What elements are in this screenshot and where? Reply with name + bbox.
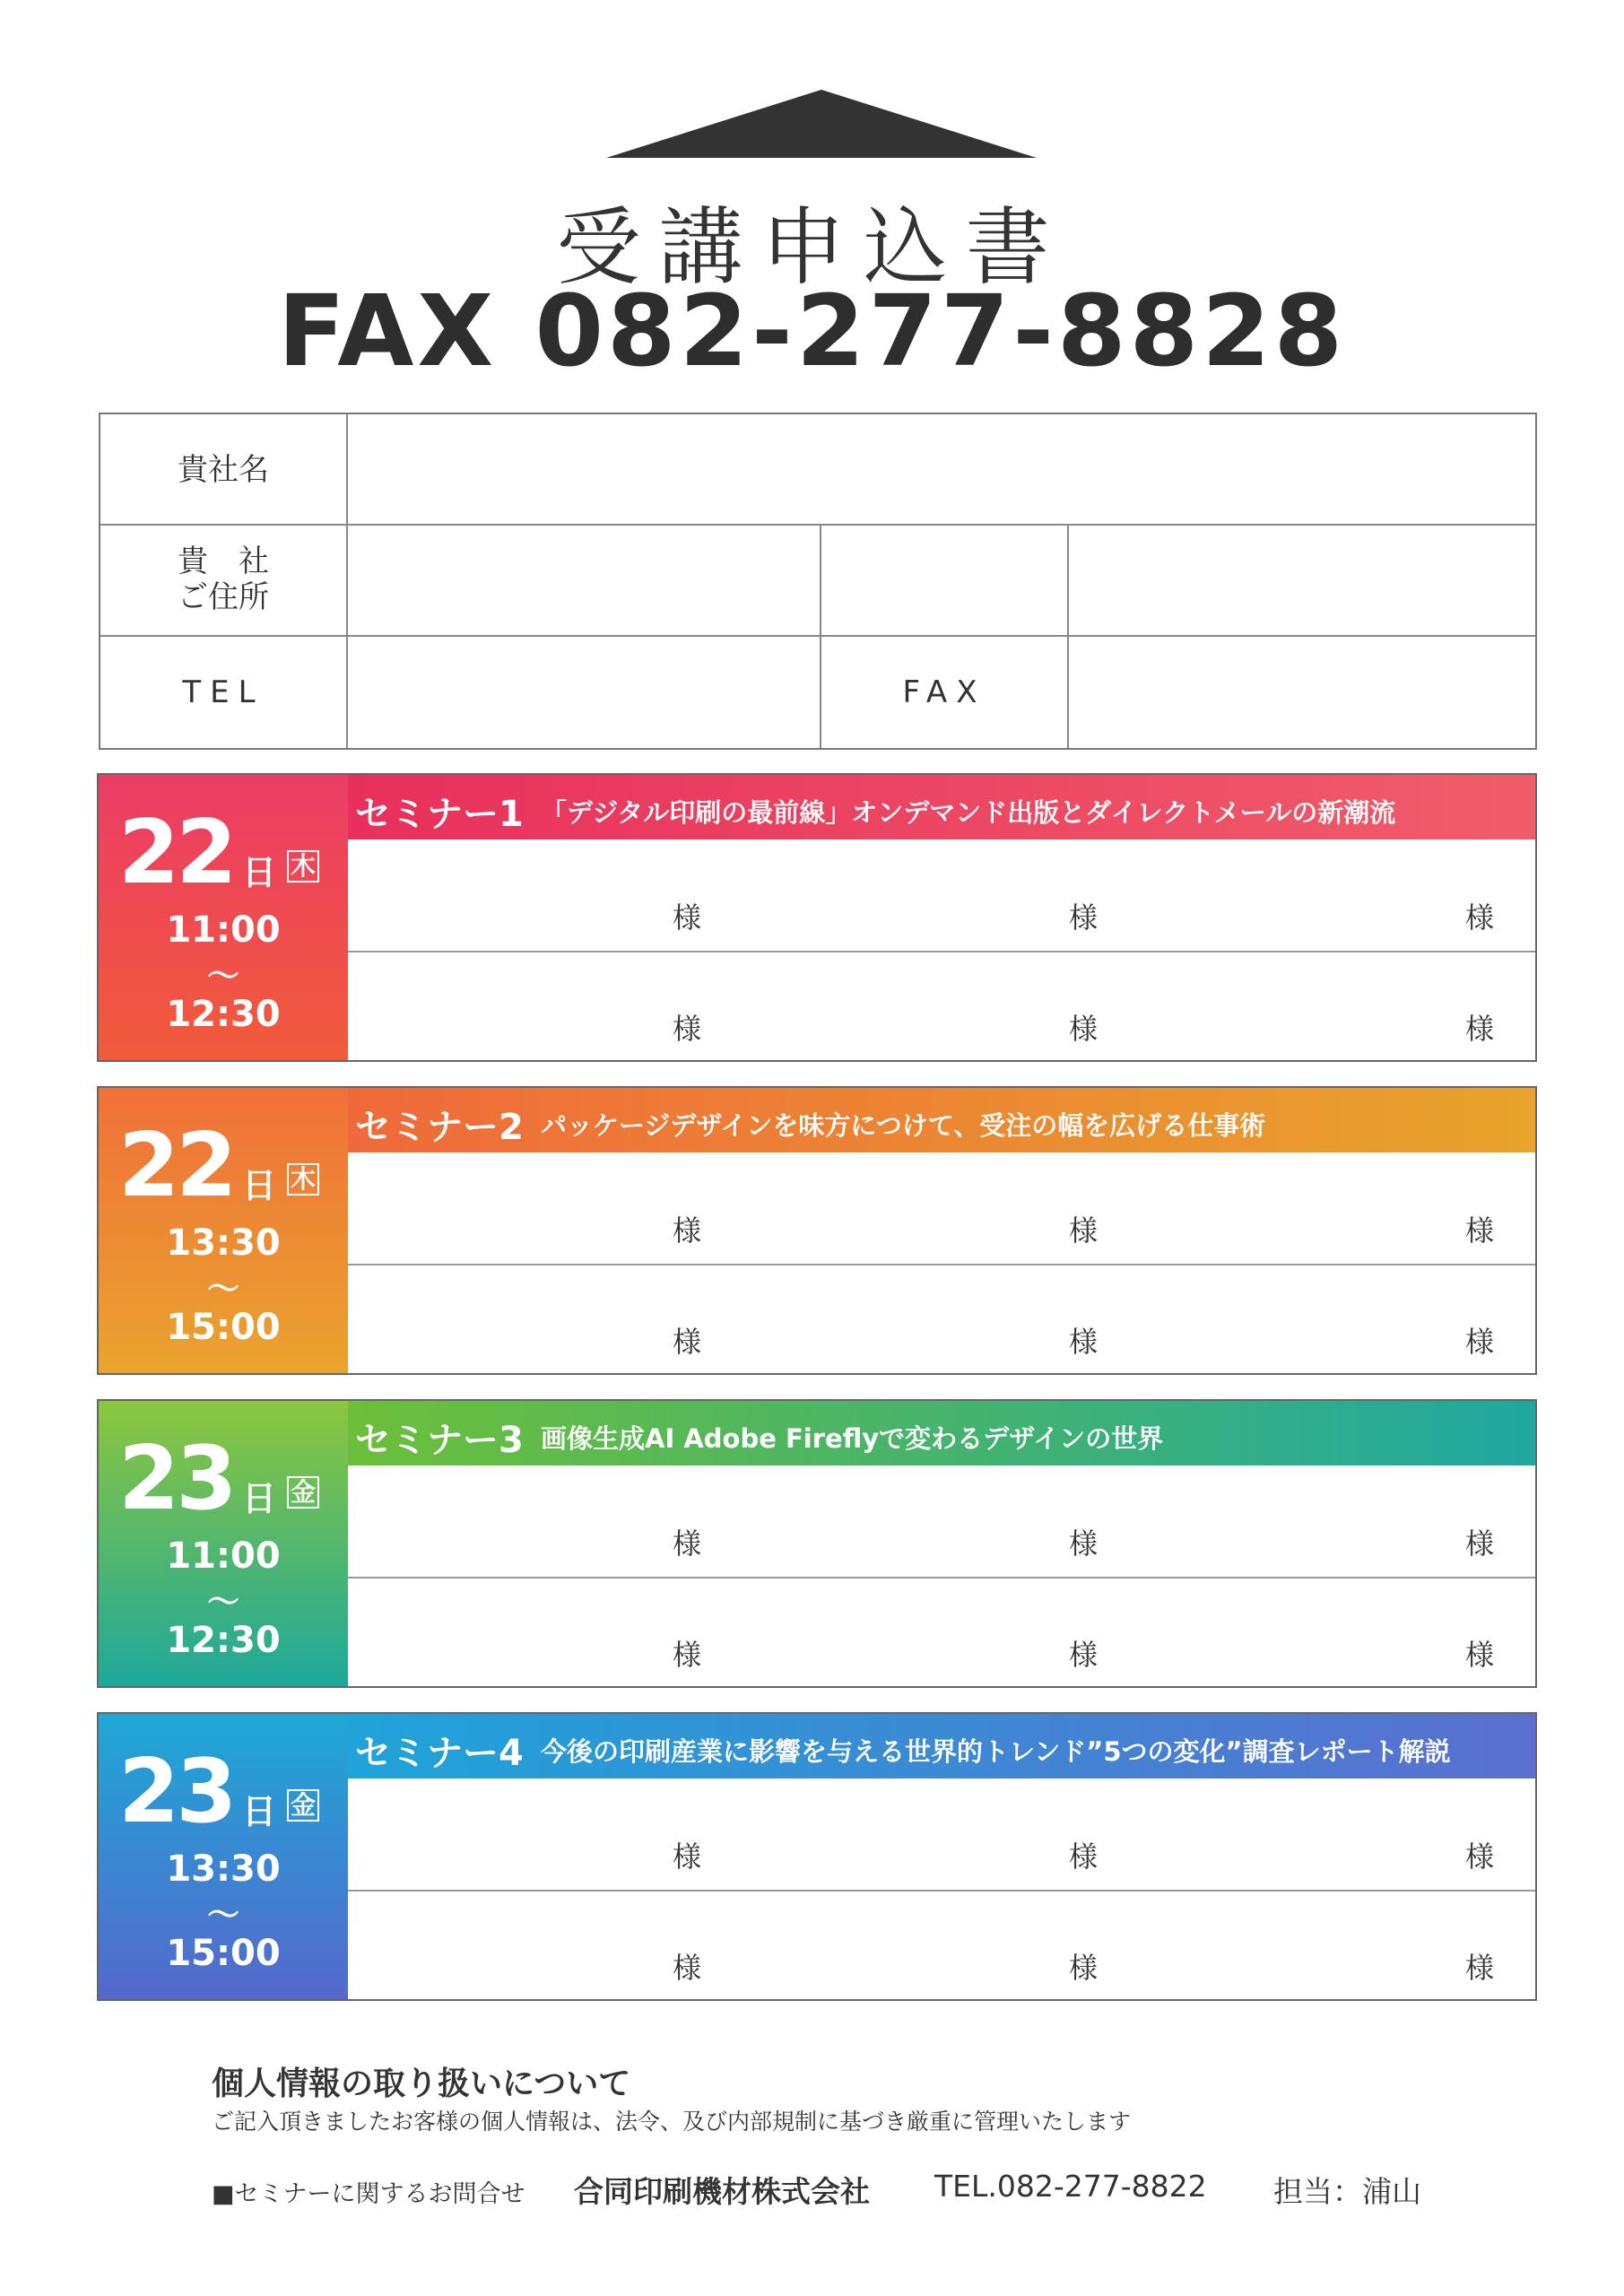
- honorific-suffix: 様: [673, 900, 702, 935]
- honorific-suffix: 様: [673, 1638, 702, 1672]
- address-label-line2: ご住所: [178, 579, 269, 615]
- seminar-title-band: [348, 1401, 1535, 1465]
- seminar-time-tilde: 〜: [206, 1584, 239, 1621]
- contact-tel: TEL.082-277-8822: [934, 2169, 1207, 2204]
- seminar-start-time: 11:00: [166, 909, 281, 951]
- seminar-topic: 画像生成AI Adobe Fireflyで変わるデザインの世界: [541, 1423, 1164, 1454]
- seminar-day-unit: 日: [242, 1479, 277, 1518]
- fax-label: FAX: [902, 674, 986, 710]
- privacy-text: ご記入頂きましたお客様の個人情報は、法令、及び内部規制に基づき厳重に管理いたします: [212, 2109, 1132, 2135]
- company-name-field[interactable]: [348, 414, 1535, 524]
- seminar-date-panel: [99, 1401, 348, 1686]
- form-title: 受講申込書: [556, 199, 1068, 297]
- seminar-day-unit: 日: [242, 1166, 277, 1205]
- seminar-day-unit: 日: [242, 853, 277, 892]
- seminar-date-panel: [99, 775, 348, 1060]
- seminar-label: セミナー3: [355, 1420, 524, 1461]
- seminar-end-time: 12:30: [166, 1620, 281, 1661]
- honorific-suffix: 様: [1069, 1012, 1099, 1046]
- seminar-end-time: 12:30: [166, 994, 281, 1035]
- honorific-suffix: 様: [1069, 1638, 1099, 1672]
- address-field-extra[interactable]: [821, 526, 1067, 635]
- seminar-day-unit: 日: [242, 1792, 277, 1831]
- seminar-title-band: [348, 1088, 1535, 1152]
- seminar-time-tilde: 〜: [206, 1271, 239, 1308]
- seminar-end-time: 15:00: [166, 1307, 281, 1348]
- address-label-line1: 貴 社: [178, 544, 269, 579]
- contact-company: 合同印刷機材株式会社: [574, 2174, 870, 2209]
- row-divider: [348, 1264, 1535, 1265]
- honorific-suffix: 様: [1465, 1213, 1495, 1248]
- seminar-start-time: 13:30: [166, 1848, 281, 1890]
- seminar-block-3: [97, 1399, 1537, 1688]
- honorific-suffix: 様: [1465, 1526, 1495, 1561]
- seminar-label: セミナー1: [355, 794, 524, 835]
- seminar-time-tilde: 〜: [206, 1897, 239, 1934]
- attendee-name-area[interactable]: [348, 839, 1535, 1060]
- seminar-topic: 今後の印刷産業に影響を与える世界的トレンド”5つの変化”調査レポート解説: [541, 1736, 1451, 1767]
- seminar-time-tilde: 〜: [206, 958, 239, 995]
- fax-field[interactable]: [1069, 637, 1535, 748]
- seminar-day: 22: [118, 802, 234, 904]
- seminar-day: 22: [118, 1115, 234, 1217]
- honorific-suffix: 様: [673, 1325, 702, 1359]
- row-divider: [348, 1577, 1535, 1578]
- seminar-block-2: [97, 1086, 1537, 1375]
- seminar-weekday: 木: [287, 1163, 319, 1196]
- honorific-suffix: 様: [673, 1951, 702, 1985]
- seminar-start-time: 13:30: [166, 1222, 281, 1264]
- seminar-day: 23: [118, 1428, 234, 1530]
- roof-shape-decoration: [606, 90, 1037, 158]
- honorific-suffix: 様: [1465, 1325, 1495, 1359]
- contact-person: 担当：浦山: [1273, 2174, 1421, 2209]
- seminar-topic: 「デジタル印刷の最前線」オンデマンド出版とダイレクトメールの新潮流: [541, 797, 1396, 828]
- seminar-weekday: 木: [287, 850, 319, 883]
- seminar-date-panel: [99, 1088, 348, 1373]
- seminar-topic: パッケージデザインを味方につけて、受注の幅を広げる仕事術: [541, 1110, 1266, 1141]
- honorific-suffix: 様: [1465, 1839, 1495, 1874]
- fax-number-heading: FAX 082-277-8828: [277, 274, 1347, 388]
- honorific-suffix: 様: [1465, 900, 1495, 935]
- honorific-suffix: 様: [1069, 1325, 1099, 1359]
- attendee-name-area[interactable]: [348, 1779, 1535, 1999]
- honorific-suffix: 様: [673, 1012, 702, 1046]
- privacy-heading: 個人情報の取り扱いについて: [212, 2066, 631, 2102]
- honorific-suffix: 様: [1069, 1213, 1099, 1248]
- seminar-weekday: 金: [287, 1789, 319, 1822]
- honorific-suffix: 様: [1465, 1638, 1495, 1672]
- address-field[interactable]: [348, 526, 820, 635]
- address-field-extra-2[interactable]: [1069, 526, 1535, 635]
- row-divider: [348, 951, 1535, 952]
- honorific-suffix: 様: [673, 1526, 702, 1561]
- contact-label: ■セミナーに関するお問合せ: [212, 2180, 525, 2208]
- seminar-date-panel: [99, 1714, 348, 1999]
- company-name-label: 貴社名: [178, 452, 269, 488]
- seminar-title-band: [348, 1714, 1535, 1779]
- company-info-table: [99, 413, 1537, 750]
- seminar-label: セミナー4: [355, 1733, 524, 1774]
- honorific-suffix: 様: [1069, 900, 1099, 935]
- attendee-name-area[interactable]: [348, 1152, 1535, 1373]
- seminar-day: 23: [118, 1741, 234, 1843]
- seminar-end-time: 15:00: [166, 1933, 281, 1974]
- seminar-title-band: [348, 775, 1535, 839]
- honorific-suffix: 様: [1069, 1526, 1099, 1561]
- seminar-block-4: [97, 1712, 1537, 2001]
- seminar-start-time: 11:00: [166, 1535, 281, 1577]
- honorific-suffix: 様: [673, 1839, 702, 1874]
- seminar-block-1: [97, 773, 1537, 1062]
- honorific-suffix: 様: [1069, 1839, 1099, 1874]
- honorific-suffix: 様: [1069, 1951, 1099, 1985]
- honorific-suffix: 様: [1465, 1951, 1495, 1985]
- seminar-weekday: 金: [287, 1476, 319, 1509]
- honorific-suffix: 様: [1465, 1012, 1495, 1046]
- attendee-name-area[interactable]: [348, 1465, 1535, 1686]
- tel-field[interactable]: [348, 637, 820, 748]
- seminar-label: セミナー2: [355, 1107, 524, 1148]
- tel-label: TEL: [182, 674, 265, 710]
- row-divider: [348, 1890, 1535, 1892]
- honorific-suffix: 様: [673, 1213, 702, 1248]
